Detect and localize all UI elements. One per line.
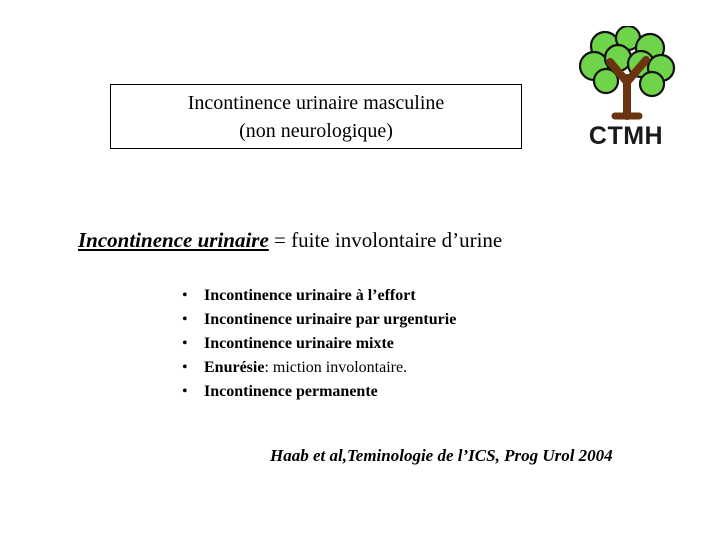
list-item-text	[204, 356, 407, 380]
definition-term: Incontinence urinaire	[78, 228, 269, 252]
bullet-icon: •	[182, 359, 188, 376]
list-item-text	[204, 380, 378, 404]
list-item	[182, 356, 602, 380]
list-item-bold: Incontinence urinaire mixte	[204, 335, 394, 352]
list-item	[182, 284, 602, 308]
list-item-bold: Incontinence permanente	[204, 383, 378, 400]
bullet-list	[182, 284, 602, 404]
list-item-normal: : miction involontaire.	[264, 359, 408, 376]
ctmh-logo	[566, 26, 686, 154]
list-item-bold: Enurésie	[204, 359, 265, 376]
title-line-1: Incontinence urinaire masculine	[187, 91, 445, 114]
bullet-icon: •	[182, 383, 188, 400]
list-item	[182, 308, 602, 332]
title-box	[110, 84, 522, 149]
definition-rest: = fuite involontaire d’urine	[268, 228, 503, 252]
list-item-text	[204, 284, 416, 308]
reference-citation: Haab et al,Teminologie de l’ICS, Prog Urol 2004	[270, 446, 613, 465]
list-item-bold: Incontinence urinaire à l’effort	[204, 287, 416, 304]
list-item-bold: Incontinence urinaire par urgenturie	[204, 311, 457, 328]
bullet-icon: •	[182, 335, 188, 352]
list-item	[182, 332, 602, 356]
bullet-icon: •	[182, 287, 188, 304]
list-item-text	[204, 308, 456, 332]
definition-line	[78, 228, 502, 253]
list-item	[182, 380, 602, 404]
logo-label: CTMH	[588, 122, 664, 150]
bullet-icon: •	[182, 311, 188, 328]
list-item-text	[204, 332, 394, 356]
tree-icon	[566, 26, 686, 126]
title-line-2: (non neurologique)	[239, 119, 393, 142]
